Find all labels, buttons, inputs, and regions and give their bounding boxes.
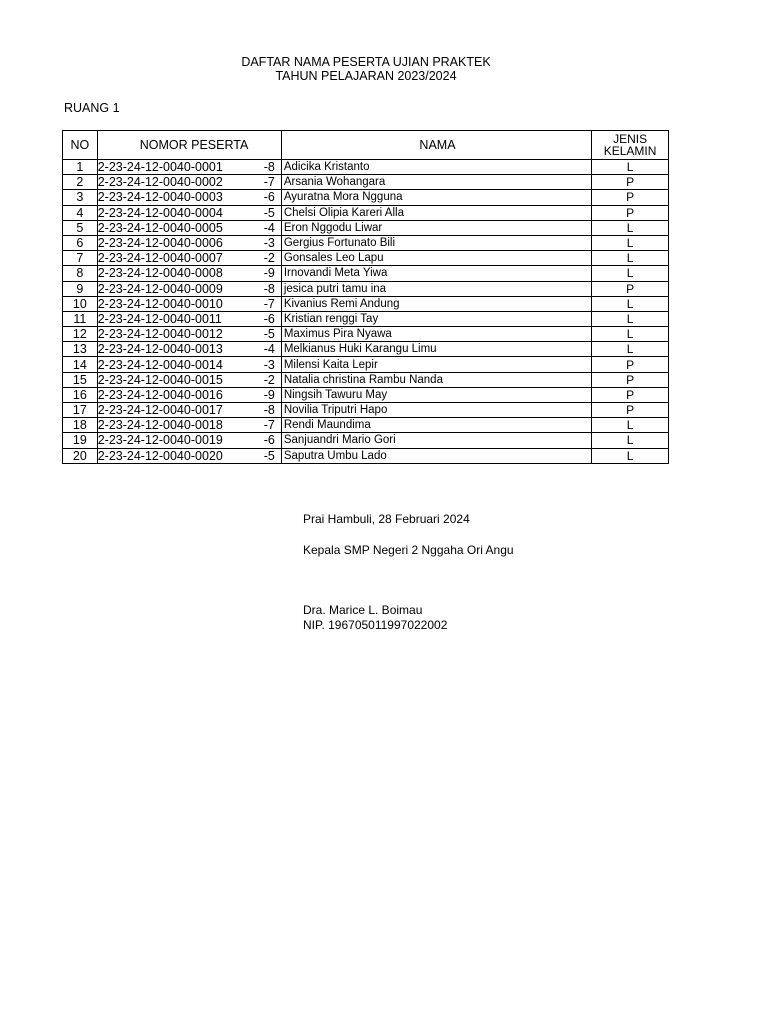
cell-nomor-peserta: 2-23-24-12-0040-0002 xyxy=(97,175,223,190)
signature-place-date: Prai Hambuli, 28 Februari 2024 xyxy=(303,512,470,526)
cell-nomor-peserta: 2-23-24-12-0040-0010 xyxy=(97,296,223,311)
table-row xyxy=(63,372,669,387)
table-row xyxy=(63,403,669,418)
cell-jenis-kelamin: P xyxy=(592,403,669,418)
cell-nama: Natalia christina Rambu Nanda xyxy=(281,372,591,387)
cell-nomor-suffix: -4 xyxy=(189,342,281,357)
cell-nama: Ayuratna Mora Ngguna xyxy=(281,190,591,205)
cell-nomor-peserta: 2-23-24-12-0040-0008 xyxy=(97,266,223,281)
cell-nomor-peserta: 2-23-24-12-0040-0003 xyxy=(97,190,223,205)
cell-no: 13 xyxy=(63,342,98,357)
cell-nomor-peserta: 2-23-24-12-0040-0014 xyxy=(97,357,223,372)
table-row xyxy=(63,175,669,190)
cell-nomor-suffix: -9 xyxy=(189,387,281,402)
cell-no: 12 xyxy=(63,327,98,342)
cell-nomor-suffix: -4 xyxy=(189,220,281,235)
cell-jenis-kelamin: L xyxy=(592,266,669,281)
cell-nomor-suffix: -5 xyxy=(189,448,281,463)
cell-nomor-suffix: -8 xyxy=(189,403,281,418)
cell-nomor-suffix: -2 xyxy=(189,372,281,387)
table-row xyxy=(63,387,669,402)
participant-table xyxy=(62,130,669,464)
cell-nomor-suffix: -5 xyxy=(189,327,281,342)
column-header-kelamin: KELAMIN xyxy=(603,144,657,158)
cell-nama: Novilia Triputri Hapo xyxy=(281,403,591,418)
cell-jenis-kelamin: L xyxy=(592,251,669,266)
table-row xyxy=(63,281,669,296)
cell-nama: Melkianus Huki Karangu Limu xyxy=(281,342,591,357)
cell-nomor-peserta: 2-23-24-12-0040-0001 xyxy=(97,160,223,175)
cell-nama: Kristian renggi Tay xyxy=(281,311,591,326)
cell-no: 19 xyxy=(63,433,98,448)
cell-no: 4 xyxy=(63,205,98,220)
cell-no: 11 xyxy=(63,311,98,326)
cell-no: 1 xyxy=(63,160,98,175)
table-row xyxy=(63,160,669,175)
cell-jenis-kelamin: P xyxy=(592,281,669,296)
cell-nama: Sanjuandri Mario Gori xyxy=(281,433,591,448)
table-row xyxy=(63,296,669,311)
cell-jenis-kelamin: L xyxy=(592,311,669,326)
cell-nomor-suffix: -9 xyxy=(189,266,281,281)
cell-nomor-peserta: 2-23-24-12-0040-0018 xyxy=(97,418,223,433)
cell-no: 2 xyxy=(63,175,98,190)
table-row xyxy=(63,342,669,357)
cell-nomor-peserta: 2-23-24-12-0040-0006 xyxy=(97,236,223,251)
cell-jenis-kelamin: L xyxy=(592,235,669,250)
cell-no: 16 xyxy=(63,387,98,402)
cell-nama: Saputra Umbu Lado xyxy=(281,448,591,463)
cell-nomor-suffix: -5 xyxy=(189,205,281,220)
cell-no: 7 xyxy=(63,251,98,266)
cell-nama: Gergius Fortunato Bili xyxy=(281,235,591,250)
cell-nomor-peserta: 2-23-24-12-0040-0013 xyxy=(97,342,223,357)
cell-nomor-peserta: 2-23-24-12-0040-0017 xyxy=(97,403,223,418)
cell-jenis-kelamin: L xyxy=(592,433,669,448)
cell-nomor-suffix: -6 xyxy=(189,433,281,448)
table-row xyxy=(63,433,669,448)
signature-position: Kepala SMP Negeri 2 Nggaha Ori Angu xyxy=(303,543,514,557)
table-row xyxy=(63,266,669,281)
cell-no: 8 xyxy=(63,266,98,281)
column-header-nama: NAMA xyxy=(281,131,591,160)
cell-nama: Arsania Wohangara xyxy=(281,175,591,190)
cell-nomor-peserta: 2-23-24-12-0040-0016 xyxy=(97,387,223,402)
column-header-nomor-peserta: NOMOR PESERTA xyxy=(97,131,281,160)
table-row xyxy=(63,327,669,342)
cell-no: 14 xyxy=(63,357,98,372)
cell-nomor-peserta: 2-23-24-12-0040-0005 xyxy=(97,220,223,235)
cell-jenis-kelamin: P xyxy=(592,372,669,387)
cell-no: 15 xyxy=(63,372,98,387)
cell-nomor-peserta: 2-23-24-12-0040-0009 xyxy=(97,281,223,296)
cell-nomor-suffix: -7 xyxy=(189,175,281,190)
cell-nama: Gonsales Leo Lapu xyxy=(281,251,591,266)
cell-nama: Ningsih Tawuru May xyxy=(281,387,591,402)
cell-nama: jesica putri tamu ina xyxy=(281,281,591,296)
cell-nama: Kivanius Remi Andung xyxy=(281,296,591,311)
cell-nomor-suffix: -6 xyxy=(189,311,281,326)
cell-jenis-kelamin: L xyxy=(592,448,669,463)
cell-nomor-suffix: -7 xyxy=(189,296,281,311)
cell-nomor-peserta: 2-23-24-12-0040-0015 xyxy=(97,372,223,387)
table-row xyxy=(63,190,669,205)
cell-nomor-peserta: 2-23-24-12-0040-0011 xyxy=(97,311,222,326)
cell-nama: Chelsi Olipia Kareri Alla xyxy=(281,205,591,220)
cell-nomor-peserta: 2-23-24-12-0040-0020 xyxy=(97,448,223,463)
cell-nomor-peserta: 2-23-24-12-0040-0007 xyxy=(97,251,223,266)
cell-jenis-kelamin: L xyxy=(592,220,669,235)
cell-nama: Milensi Kaita Lepir xyxy=(281,357,591,372)
cell-jenis-kelamin: P xyxy=(592,205,669,220)
room-label: RUANG 1 xyxy=(64,101,120,115)
table-row xyxy=(63,220,669,235)
cell-nomor-peserta: 2-23-24-12-0040-0019 xyxy=(97,433,223,448)
cell-nomor-suffix: -6 xyxy=(189,190,281,205)
cell-jenis-kelamin: L xyxy=(592,342,669,357)
cell-nomor-suffix: -3 xyxy=(189,357,281,372)
cell-nomor-peserta: 2-23-24-12-0040-0012 xyxy=(97,327,223,342)
cell-jenis-kelamin: L xyxy=(592,418,669,433)
column-header-jenis: JENIS xyxy=(613,132,648,146)
cell-nama: Adicika Kristanto xyxy=(281,160,591,175)
cell-no: 10 xyxy=(63,296,98,311)
cell-nomor-suffix: -8 xyxy=(189,281,281,296)
cell-nomor-suffix: -2 xyxy=(189,251,281,266)
cell-jenis-kelamin: L xyxy=(592,327,669,342)
cell-no: 20 xyxy=(63,448,98,463)
cell-nomor-suffix: -8 xyxy=(189,160,281,175)
cell-nomor-peserta: 2-23-24-12-0040-0004 xyxy=(97,205,223,220)
cell-no: 18 xyxy=(63,418,98,433)
cell-no: 5 xyxy=(63,220,98,235)
cell-nama: Maximus Pira Nyawa xyxy=(281,327,591,342)
cell-no: 9 xyxy=(63,281,98,296)
column-header-jenis-kelamin xyxy=(592,131,669,160)
document-title: DAFTAR NAMA PESERTA UJIAN PRAKTEK xyxy=(241,55,491,69)
cell-no: 17 xyxy=(63,403,98,418)
cell-nama: Eron Nggodu Liwar xyxy=(281,220,591,235)
table-row xyxy=(63,448,669,463)
table-header-row xyxy=(63,131,669,160)
table-row xyxy=(63,205,669,220)
cell-jenis-kelamin: L xyxy=(592,160,669,175)
cell-jenis-kelamin: P xyxy=(592,190,669,205)
table-row xyxy=(63,357,669,372)
signature-nip: NIP. 196705011997022002 xyxy=(303,618,448,632)
table-row xyxy=(63,235,669,250)
cell-nama: Irnovandi Meta Yiwa xyxy=(281,266,591,281)
table-row xyxy=(63,251,669,266)
cell-jenis-kelamin: P xyxy=(592,175,669,190)
column-header-no: NO xyxy=(63,131,98,160)
table-row xyxy=(63,418,669,433)
cell-jenis-kelamin: P xyxy=(592,387,669,402)
cell-jenis-kelamin: L xyxy=(592,296,669,311)
cell-jenis-kelamin: P xyxy=(592,357,669,372)
cell-no: 6 xyxy=(63,235,98,250)
cell-nomor-suffix: -7 xyxy=(189,418,281,433)
table-row xyxy=(63,311,669,326)
cell-nama: Rendi Maundima xyxy=(281,418,591,433)
signature-name: Dra. Marice L. Boimau xyxy=(303,603,423,617)
document-subtitle: TAHUN PELAJARAN 2023/2024 xyxy=(275,69,457,83)
cell-no: 3 xyxy=(63,190,98,205)
cell-nomor-suffix: -3 xyxy=(189,235,281,250)
